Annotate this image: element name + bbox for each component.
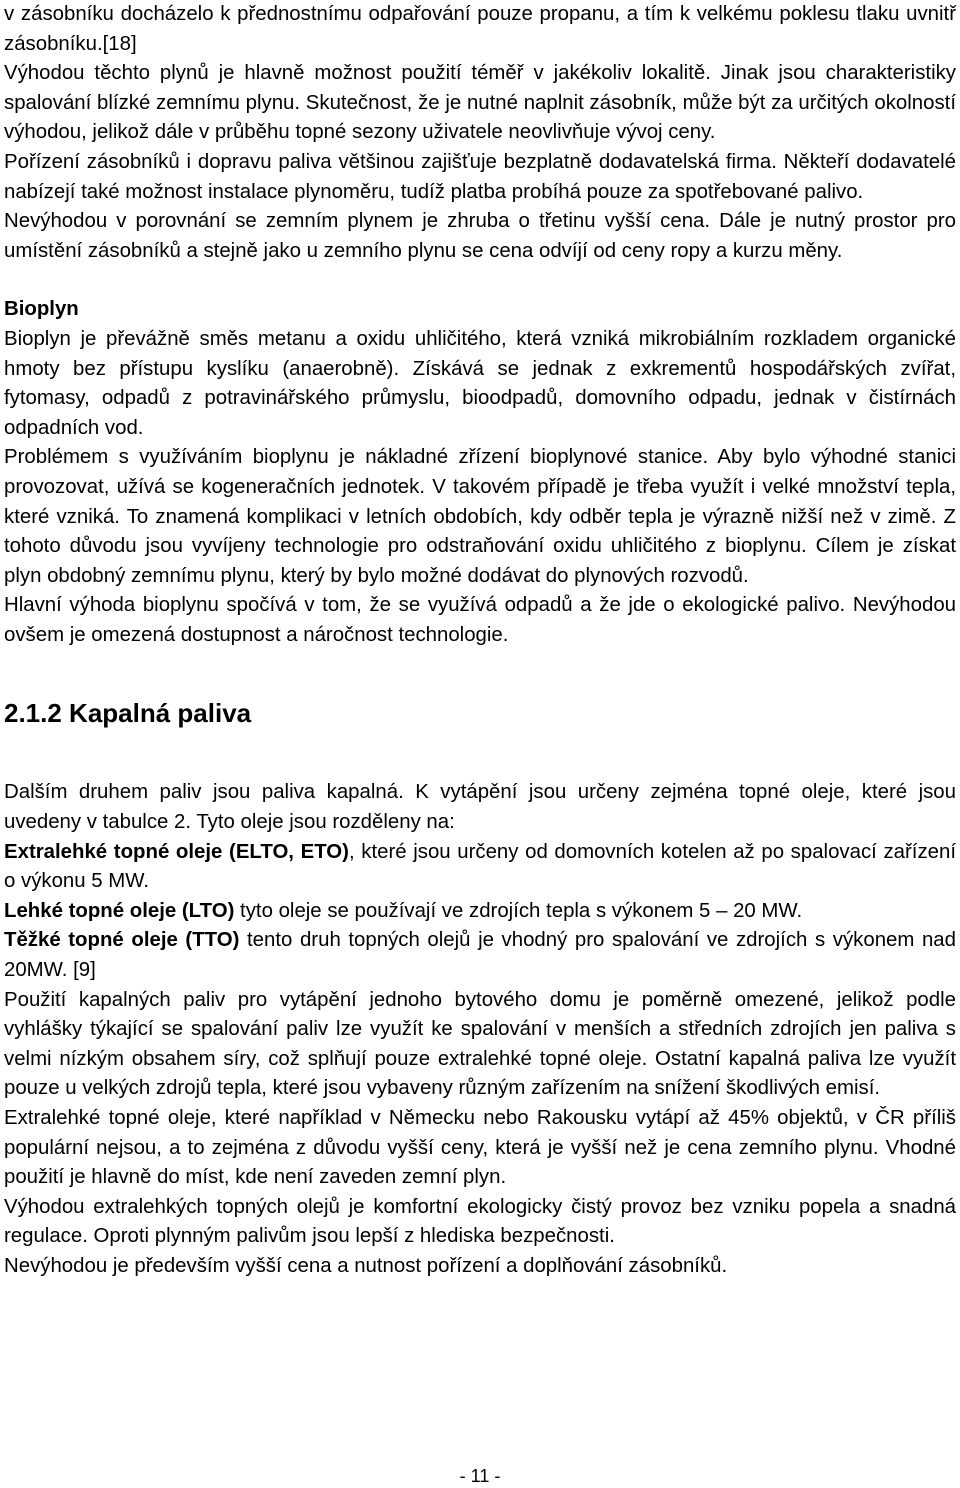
paragraph: Bioplyn je převážně směs metanu a oxidu uhličitého, která vzniká mikrobiálním rozkladem organické hmoty bez přístupu kyslíku (anaerobně). Získává se jednak z exkrementů hospodářských zvířat, fytomasy, odpadů z potravinářského průmyslu, bioodpadů, domovního odpadu, jednak v čistírnách odpadních vod. bbox=[4, 327, 956, 439]
paragraph: Nevýhodou je především vyšší cena a nutnost pořízení a doplňování zásobníků. bbox=[4, 1254, 728, 1277]
paragraph: Dalším druhem paliv jsou paliva kapalná. K vytápění jsou určeny zejména topné oleje, které jsou uvedeny v tabulce 2. Tyto oleje jsou rozděleny na: bbox=[4, 781, 956, 834]
oil-text: , které jsou určeny od domovních kotelen až po spalovací zařízení o výkonu 5 MW. bbox=[4, 840, 956, 893]
oil-item bbox=[4, 926, 956, 985]
paragraph: Problémem s využíváním bioplynu je nákladné zřízení bioplynové stanice. Aby bylo výhodné stanici provozovat, užívá se kogeneračních jednotek. V takovém případě je třeba využít i velké množství tepla, které vzniká. To znamená komplikaci v letních obdobích, kdy odběr tepla je výrazně nižší než v zimě. Z tohoto důvodu jsou vyvíjeny technologie pro odstraňování oxidu uhličitého z bioplynu. Cílem je získat plyn obdobný zemnímu plynu, který by bylo možné dodávat do plynových rozvodů. bbox=[4, 446, 956, 587]
paragraph: Nevýhodou v porovnání se zemním plynem je zhruba o třetinu vyšší cena. Dále je nutný prostor pro umístění zásobníků a stejně jako u zemního plynu se cena odvíjí od ceny ropy a kurzu měny. bbox=[4, 210, 956, 262]
oil-item bbox=[4, 897, 956, 927]
oil-term: Extralehké topné oleje (ELTO, ETO) bbox=[4, 840, 349, 863]
paragraph: Pořízení zásobníků i dopravu paliva většinou zajišťuje bezplatně dodavatelská firma. Někteří dodavatelé nabízejí také možnost instalace plynoměru, tudíž platba probíhá pouze za spotřebované palivo. bbox=[4, 150, 956, 203]
paragraph: Použití kapalných paliv pro vytápění jednoho bytového domu je poměrně omezené, jelikož podle vyhlášky týkající se spalování paliv lze využít ke spalování v menších a středních zdrojích jen paliva s velmi nízkým obsahem síry, což splňují pouze extralehké topné oleje. Ostatní kapalná paliva lze využít pouze u velkých zdrojů tepla, které jsou vybaveny různým zařízením na snížení škodlivých emisí. bbox=[4, 988, 956, 1100]
subheading-bioplyn: Bioplyn bbox=[4, 298, 79, 321]
page-number: - 11 - bbox=[459, 1466, 501, 1486]
oil-text: tento druh topných olejů je vhodný pro spalování ve zdrojích s výkonem nad 20MW. [9] bbox=[4, 929, 956, 982]
oil-term: Těžké topné oleje (TTO) bbox=[4, 929, 240, 952]
section-heading: 2.1.2 Kapalná paliva bbox=[4, 698, 252, 729]
oil-item bbox=[4, 838, 956, 897]
oil-text: tyto oleje se používají ve zdrojích tepla s výkonem 5 – 20 MW. bbox=[234, 899, 803, 922]
paragraph: Výhodou extralehkých topných olejů je komfortní ekologicky čistý provoz bez vzniku popela a snadná regulace. Oproti plynným palivům jsou lepší z hlediska bezpečnosti. bbox=[4, 1195, 956, 1248]
paragraph: Hlavní výhoda bioplynu spočívá v tom, že se využívá odpadů a že jde o ekologické palivo. Nevýhodou ovšem je omezená dostupnost a náročnost technologie. bbox=[4, 594, 956, 646]
paragraph: v zásobníku docházelo k přednostnímu odpařování pouze propanu, a tím k velkému poklesu tlaku uvnitř zásobníku.[18] bbox=[4, 3, 956, 55]
paragraph: Výhodou těchto plynů je hlavně možnost použití téměř v jakékoliv lokalitě. Jinak jsou charakteristiky spalování blízké zemnímu plynu. Skutečnost, že je nutné naplnit zásobník, může být za určitých okolností výhodou, jelikož dále v průběhu topné sezony uživatele neovlivňuje vývoj ceny. bbox=[4, 62, 956, 144]
document-page bbox=[4, 0, 956, 1282]
oil-term: Lehké topné oleje (LTO) bbox=[4, 899, 235, 922]
paragraph: Extralehké topné oleje, které například v Německu nebo Rakousku vytápí až 45% objektů, v ČR příliš populární nejsou, a to zejména z důvodu vyšší ceny, která je vyšší než je cena zemního plynu. Vhodné použití je hlavně do míst, kde není zaveden zemní plyn. bbox=[4, 1107, 956, 1189]
